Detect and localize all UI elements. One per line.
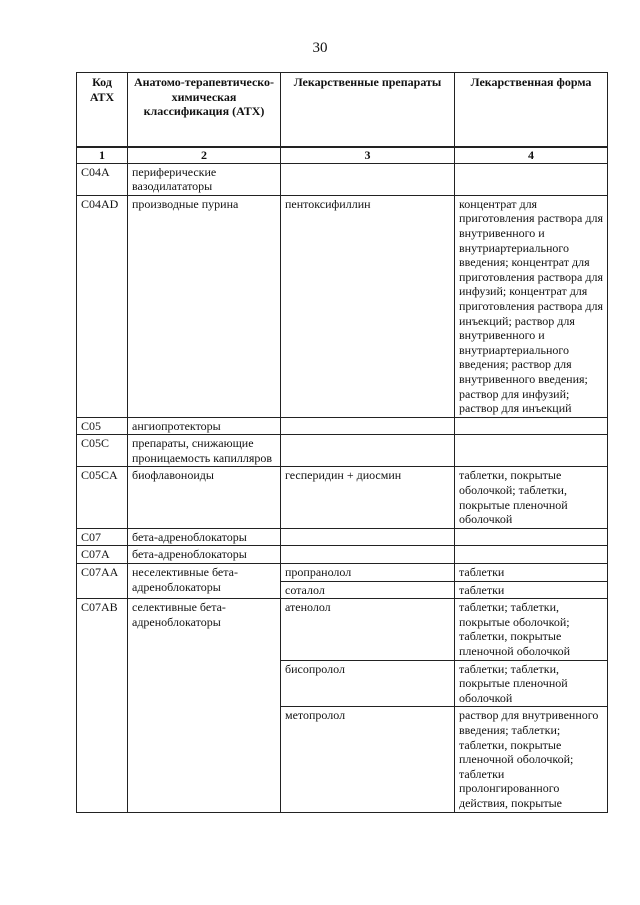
table-row bbox=[77, 599, 608, 660]
table-row bbox=[77, 546, 608, 564]
drug-name-cell: пропранолол bbox=[281, 564, 455, 582]
column-number: 1 bbox=[77, 147, 128, 163]
table-row bbox=[77, 435, 608, 467]
drug-name-cell: метопролол bbox=[281, 707, 455, 812]
atx-code-cell: C07AB bbox=[77, 599, 128, 812]
column-number: 2 bbox=[128, 147, 281, 163]
dosage-form-cell: таблетки bbox=[455, 581, 608, 599]
dosage-form-cell: таблетки; таблетки, покрытые пленочной оболочкой bbox=[455, 660, 608, 707]
atc-classification-cell: препараты, снижающие проницаемость капилляров bbox=[128, 435, 281, 467]
table-row bbox=[77, 195, 608, 417]
atx-code-cell: C07A bbox=[77, 546, 128, 564]
atx-code-cell: C04A bbox=[77, 163, 128, 195]
dosage-form-cell bbox=[455, 546, 608, 564]
dosage-form-cell: раствор для внутривенного введения; таблетки; таблетки, покрытые пленочной оболочкой; таблетки пролонгированного действия, покрытые bbox=[455, 707, 608, 812]
drug-name-cell bbox=[281, 163, 455, 195]
atx-code-cell: C04AD bbox=[77, 195, 128, 417]
atc-classification-cell: ангиопротекторы bbox=[128, 417, 281, 435]
dosage-form-cell bbox=[455, 417, 608, 435]
table-row bbox=[77, 528, 608, 546]
dosage-form-cell: таблетки; таблетки, покрытые оболочкой; таблетки, покрытые пленочной оболочкой bbox=[455, 599, 608, 660]
atc-classification-cell: бета-адреноблокаторы bbox=[128, 546, 281, 564]
column-number-row bbox=[77, 147, 608, 163]
atx-code-cell: C07AA bbox=[77, 564, 128, 599]
drug-name-cell: пентоксифиллин bbox=[281, 195, 455, 417]
drug-name-cell bbox=[281, 546, 455, 564]
atx-code-cell: C05CA bbox=[77, 467, 128, 528]
atc-classification-cell: бета-адреноблокаторы bbox=[128, 528, 281, 546]
drug-name-cell: атенолол bbox=[281, 599, 455, 660]
dosage-form-cell bbox=[455, 163, 608, 195]
drug-name-cell: бисопролол bbox=[281, 660, 455, 707]
drug-name-cell: гесперидин + диосмин bbox=[281, 467, 455, 528]
drug-name-cell bbox=[281, 435, 455, 467]
atc-classification-cell: неселективные бета-адреноблокаторы bbox=[128, 564, 281, 599]
header-code: Код АТХ bbox=[77, 73, 128, 148]
table-row bbox=[77, 163, 608, 195]
table-header-row bbox=[77, 73, 608, 148]
header-dosage-form: Лекарственная форма bbox=[455, 73, 608, 148]
table-row bbox=[77, 564, 608, 582]
table-row bbox=[77, 417, 608, 435]
atc-classification-cell: селективные бета-адреноблокаторы bbox=[128, 599, 281, 812]
atx-code-cell: C05C bbox=[77, 435, 128, 467]
drug-name-cell: соталол bbox=[281, 581, 455, 599]
atc-classification-cell: производные пурина bbox=[128, 195, 281, 417]
drug-name-cell bbox=[281, 417, 455, 435]
column-number: 4 bbox=[455, 147, 608, 163]
column-number: 3 bbox=[281, 147, 455, 163]
header-atc-classification: Анатомо-терапевтическо-химическая классификация (АТХ) bbox=[128, 73, 281, 148]
dosage-form-cell: концентрат для приготовления раствора для внутривенного и внутриартериального введения; концентрат для приготовления раствора для инфузий; концентрат для приготовления раствора для инъекций; раствор для внутривенного и внутриартериального введения; раствор для внутривенного введения; раствор для инфузий; раствор для инъекций bbox=[455, 195, 608, 417]
atx-code-cell: C05 bbox=[77, 417, 128, 435]
page-number: 30 bbox=[312, 40, 328, 56]
atc-classification-cell: периферические вазодилататоры bbox=[128, 163, 281, 195]
header-drugs: Лекарственные препараты bbox=[281, 73, 455, 148]
atx-drug-table bbox=[76, 72, 608, 813]
dosage-form-cell: таблетки, покрытые оболочкой; таблетки, покрытые пленочной оболочкой bbox=[455, 467, 608, 528]
dosage-form-cell: таблетки bbox=[455, 564, 608, 582]
dosage-form-cell bbox=[455, 435, 608, 467]
drug-name-cell bbox=[281, 528, 455, 546]
atc-classification-cell: биофлавоноиды bbox=[128, 467, 281, 528]
table-row bbox=[77, 467, 608, 528]
dosage-form-cell bbox=[455, 528, 608, 546]
atx-code-cell: C07 bbox=[77, 528, 128, 546]
